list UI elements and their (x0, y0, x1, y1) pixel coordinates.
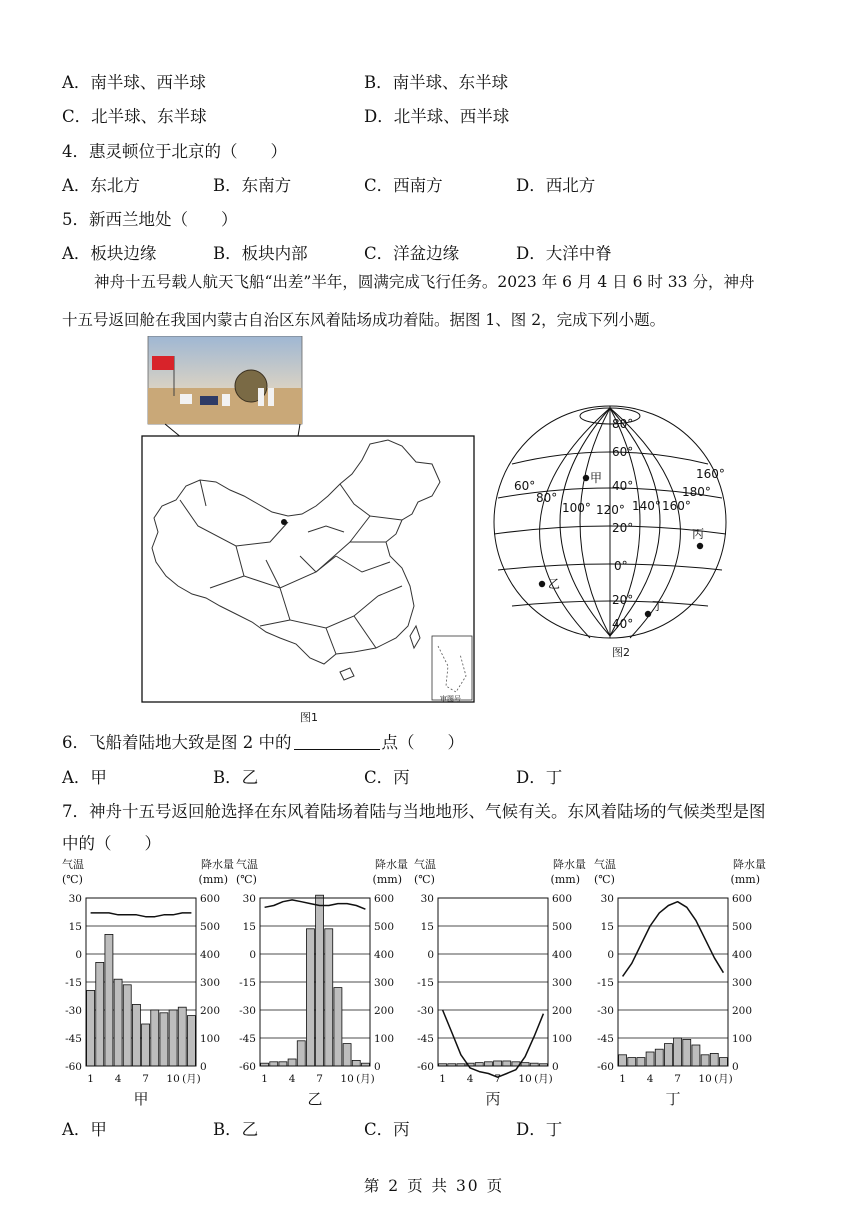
q7-option-b: B．乙 (213, 1120, 259, 1139)
month-tick-label: 7 (494, 1073, 501, 1085)
precip-axis-unit: (mm) (550, 873, 580, 886)
precip-bar (160, 1013, 168, 1066)
temp-tick-label: 0 (607, 949, 614, 961)
temp-axis-unit: (℃) (236, 873, 257, 886)
q7-stem-line-1: 7．神舟十五号返回舱选择在东风着陆场着陆与当地地形、气候有关。东风着陆场的气候类型是图 (62, 802, 766, 821)
precip-tick-label: 600 (552, 893, 573, 905)
q4-stem: 4．惠灵顿位于北京的（ ） (62, 142, 287, 161)
month-tick-label: 7 (674, 1073, 681, 1085)
temp-axis-unit: (℃) (414, 873, 435, 886)
precip-tick-label: 500 (732, 921, 753, 933)
q6-stem-after: 点（ ） (381, 733, 464, 752)
precip-tick-label: 200 (374, 1005, 395, 1017)
temp-tick-label: 15 (420, 921, 434, 933)
precip-tick-label: 0 (200, 1061, 207, 1073)
map-approval-watermark: 审图号 (440, 695, 461, 703)
precip-axis-unit: (mm) (372, 873, 402, 886)
point-yi-marker (539, 581, 545, 587)
lon-label-100: 100° (562, 501, 591, 515)
south-china-sea-inset (432, 636, 472, 700)
precip-tick-label: 200 (552, 1005, 573, 1017)
lat-label-60: 60° (612, 445, 634, 459)
month-tick-label: 7 (142, 1073, 149, 1085)
lat-label-0: 0° (614, 559, 628, 573)
temp-tick-label: -15 (65, 977, 82, 989)
temp-tick-label: -15 (417, 977, 434, 989)
month-tick-label: 10 (166, 1073, 180, 1085)
precip-tick-label: 100 (552, 1033, 573, 1045)
month-tick-label: 1 (619, 1073, 626, 1085)
temp-tick-label: 15 (600, 921, 614, 933)
china-map-frame (142, 436, 474, 702)
temp-tick-label: 30 (600, 893, 614, 905)
q5-stem: 5．新西兰地处（ ） (62, 210, 238, 229)
precip-tick-label: 0 (552, 1061, 559, 1073)
climate-chart-yi (236, 856, 408, 1112)
precip-bar (105, 934, 113, 1066)
chart-title: 丙 (485, 1090, 501, 1108)
precip-axis-unit: (mm) (198, 873, 228, 886)
month-tick-label: 4 (466, 1073, 474, 1085)
point-jia-marker (583, 475, 589, 481)
climate-chart-bing (414, 856, 586, 1112)
precip-bar (674, 1038, 682, 1066)
climate-chart-jia (62, 856, 234, 1112)
q3-option-c: C．北半球、东半球 (62, 107, 207, 126)
precip-bar (637, 1058, 645, 1066)
lat-label-40s: 40° (612, 617, 634, 631)
precip-bar (692, 1045, 700, 1066)
q7-option-a: A．甲 (62, 1120, 107, 1139)
lon-label-160w: 160° (696, 467, 725, 481)
month-tick-label: 10 (340, 1073, 354, 1085)
q6-option-c: C．丙 (364, 768, 410, 787)
q6-answer-blank[interactable] (294, 733, 380, 750)
precip-bar (96, 962, 104, 1066)
temp-tick-label: 30 (68, 893, 82, 905)
precip-bar (187, 1016, 195, 1066)
point-ding-label: 丁 (652, 599, 665, 613)
temp-tick-label: -60 (417, 1061, 434, 1073)
temp-tick-label: -15 (239, 977, 256, 989)
q7-option-c: C．丙 (364, 1120, 410, 1139)
lat-label-20s: 20° (612, 593, 634, 607)
lat-label-80: 80° (612, 417, 634, 431)
temp-tick-label: 15 (242, 921, 256, 933)
landing-site-marker (281, 519, 287, 525)
q3-option-d: D．北半球、西半球 (364, 107, 510, 126)
china-flag-icon (152, 356, 174, 370)
precip-bar (484, 1062, 492, 1066)
precip-bar (142, 1024, 150, 1066)
temp-tick-label: -45 (239, 1033, 256, 1045)
month-tick-label: 10 (698, 1073, 712, 1085)
month-tick-label: 4 (288, 1073, 296, 1085)
temp-tick-label: -45 (65, 1033, 82, 1045)
precip-tick-label: 300 (374, 977, 395, 989)
precip-bar (306, 929, 314, 1066)
month-tick-label: 4 (114, 1073, 122, 1085)
climate-chart-ding (594, 856, 766, 1112)
page-footer: 第 2 页 共 30 页 (363, 1177, 505, 1195)
q3-option-b: B．南半球、东半球 (364, 73, 509, 92)
lon-label-60: 60° (514, 479, 536, 493)
precip-bar (619, 1055, 627, 1066)
temp-axis-title: 气温 (414, 858, 436, 871)
chart-title: 甲 (133, 1090, 149, 1108)
temp-tick-label: 0 (75, 949, 82, 961)
point-ding-marker (645, 611, 651, 617)
globe-drawing (490, 402, 730, 642)
lat-label-40: 40° (612, 479, 634, 493)
precip-tick-label: 600 (374, 893, 395, 905)
month-tick-label: 4 (646, 1073, 654, 1085)
landing-photo (148, 336, 302, 424)
lon-label-80: 80° (536, 491, 558, 505)
temperature-curve (265, 900, 366, 909)
temp-tick-label: -60 (65, 1061, 82, 1073)
temp-tick-label: -30 (597, 1005, 614, 1017)
q5-option-c: C．洋盆边缘 (364, 244, 460, 263)
point-bing-marker (697, 543, 703, 549)
temp-tick-label: -45 (597, 1033, 614, 1045)
temp-axis-unit: (℃) (62, 873, 83, 886)
climate-chart-yi-svg (236, 856, 408, 1112)
q6-option-a: A．甲 (62, 768, 107, 787)
precip-tick-label: 300 (732, 977, 753, 989)
q5-option-b: B．板块内部 (213, 244, 308, 263)
precip-tick-label: 200 (200, 1005, 221, 1017)
temp-tick-label: 30 (420, 893, 434, 905)
precip-bar (279, 1062, 287, 1066)
figure-1 (140, 336, 480, 726)
temperature-curve (91, 913, 192, 917)
temp-tick-label: -30 (417, 1005, 434, 1017)
precip-tick-label: 300 (200, 977, 221, 989)
q6-option-b: B．乙 (213, 768, 259, 787)
precip-tick-label: 500 (374, 921, 395, 933)
precip-bar (316, 895, 324, 1066)
temp-axis-unit: (℃) (594, 873, 615, 886)
temperature-curve (623, 902, 724, 977)
month-axis-unit: (月) (714, 1073, 733, 1085)
precip-tick-label: 0 (732, 1061, 739, 1073)
temp-tick-label: -15 (597, 977, 614, 989)
point-yi-label: 乙 (548, 577, 561, 591)
precip-bar (288, 1059, 296, 1066)
precip-bar (701, 1055, 709, 1066)
precip-axis-unit: (mm) (730, 873, 760, 886)
precip-bar (683, 1039, 691, 1066)
climate-chart-jia-svg (62, 856, 234, 1112)
month-axis-unit: (月) (534, 1073, 553, 1085)
precip-tick-label: 100 (732, 1033, 753, 1045)
precip-bar (151, 1010, 159, 1066)
q4-option-a: A．东北方 (62, 176, 140, 195)
precip-bar (169, 1010, 177, 1066)
precip-bar (123, 985, 131, 1066)
q7-stem-line-2: 中的（ ） (62, 834, 161, 853)
precip-bar (655, 1049, 663, 1066)
precip-bar (475, 1063, 483, 1066)
precip-axis-title: 降水量 (201, 858, 234, 871)
temp-tick-label: -30 (65, 1005, 82, 1017)
temp-axis-title: 气温 (594, 858, 616, 871)
passage-line-2: 十五号返回舱在我国内蒙古自治区东风着陆场成功着陆。据图 1、图 2，完成下列小题。 (62, 311, 666, 329)
precip-bar (628, 1058, 636, 1066)
precip-bar (646, 1052, 654, 1066)
point-jia-label: 甲 (590, 471, 603, 485)
chart-title: 丁 (665, 1090, 681, 1108)
month-tick-label: 7 (316, 1073, 323, 1085)
precip-bar (494, 1061, 502, 1066)
month-tick-label: 10 (518, 1073, 532, 1085)
temp-tick-label: 30 (242, 893, 256, 905)
chart-title: 乙 (307, 1090, 323, 1108)
precip-bar (343, 1044, 351, 1066)
precip-bar (503, 1061, 511, 1066)
precip-bar (334, 988, 342, 1066)
precip-tick-label: 400 (732, 949, 753, 961)
precip-bar (178, 1007, 186, 1066)
q3-option-a: A．南半球、西半球 (62, 73, 206, 92)
figure-1-caption: 图1 (300, 711, 318, 724)
temp-tick-label: -45 (417, 1033, 434, 1045)
precip-bar (132, 1004, 140, 1066)
figure-2-globe (490, 402, 730, 642)
temp-tick-label: -60 (597, 1061, 614, 1073)
precip-axis-title: 降水量 (733, 858, 766, 871)
precip-tick-label: 200 (732, 1005, 753, 1017)
lon-label-120: 120° (596, 503, 625, 517)
figure-2-caption: 图2 (612, 646, 630, 659)
lon-label-160: 160° (662, 499, 691, 513)
precip-tick-label: 500 (552, 921, 573, 933)
q5-option-a: A．板块边缘 (62, 244, 157, 263)
precip-tick-label: 600 (200, 893, 221, 905)
precip-bar (114, 979, 122, 1066)
month-tick-label: 1 (87, 1073, 94, 1085)
month-tick-label: 1 (261, 1073, 268, 1085)
precip-bar (297, 1041, 305, 1066)
precip-bar (352, 1060, 360, 1066)
temp-tick-label: -60 (239, 1061, 256, 1073)
precip-axis-title: 降水量 (375, 858, 408, 871)
temp-tick-label: -30 (239, 1005, 256, 1017)
point-bing-label: 丙 (692, 527, 705, 541)
temp-tick-label: 15 (68, 921, 82, 933)
precip-tick-label: 100 (374, 1033, 395, 1045)
precip-bar (325, 929, 333, 1066)
precip-bar (521, 1063, 529, 1066)
precip-tick-label: 400 (552, 949, 573, 961)
q6-option-d: D．丁 (516, 768, 563, 787)
month-tick-label: 1 (439, 1073, 446, 1085)
precip-tick-label: 600 (732, 893, 753, 905)
q7-option-d: D．丁 (516, 1120, 563, 1139)
precip-bar (710, 1053, 718, 1066)
figure-1-drawing (140, 336, 480, 726)
climate-chart-bing-svg (414, 856, 586, 1112)
precip-tick-label: 300 (552, 977, 573, 989)
temp-tick-label: 0 (427, 949, 434, 961)
passage-line-1: 神舟十五号载人航天飞船“出差”半年，圆满完成飞行任务。2023 年 6 月 4 日 6 时 33 分，神舟 (94, 273, 755, 291)
q6-stem-before: 6．飞船着陆地大致是图 2 中的 (62, 733, 292, 752)
precip-tick-label: 0 (374, 1061, 381, 1073)
precip-tick-label: 400 (200, 949, 221, 961)
lon-label-140: 140° (632, 499, 661, 513)
precip-bar (664, 1044, 672, 1066)
precip-tick-label: 500 (200, 921, 221, 933)
q4-option-c: C．西南方 (364, 176, 443, 195)
lon-label-180: 180° (682, 485, 711, 499)
precip-tick-label: 100 (200, 1033, 221, 1045)
temperature-curve (443, 1010, 544, 1077)
climate-chart-ding-svg (594, 856, 766, 1112)
lat-label-20n: 20° (612, 521, 634, 535)
q6-stem (62, 729, 464, 753)
precip-axis-title: 降水量 (553, 858, 586, 871)
precip-bar (87, 990, 95, 1066)
temp-axis-title: 气温 (236, 858, 258, 871)
q4-option-b: B．东南方 (213, 176, 292, 195)
precip-bar (719, 1058, 727, 1066)
q4-option-d: D．西北方 (516, 176, 596, 195)
precip-tick-label: 400 (374, 949, 395, 961)
temp-tick-label: 0 (249, 949, 256, 961)
q5-option-d: D．大洋中脊 (516, 244, 612, 263)
month-axis-unit: (月) (182, 1073, 201, 1085)
temp-axis-title: 气温 (62, 858, 84, 871)
precip-bar (270, 1062, 278, 1066)
month-axis-unit: (月) (356, 1073, 375, 1085)
